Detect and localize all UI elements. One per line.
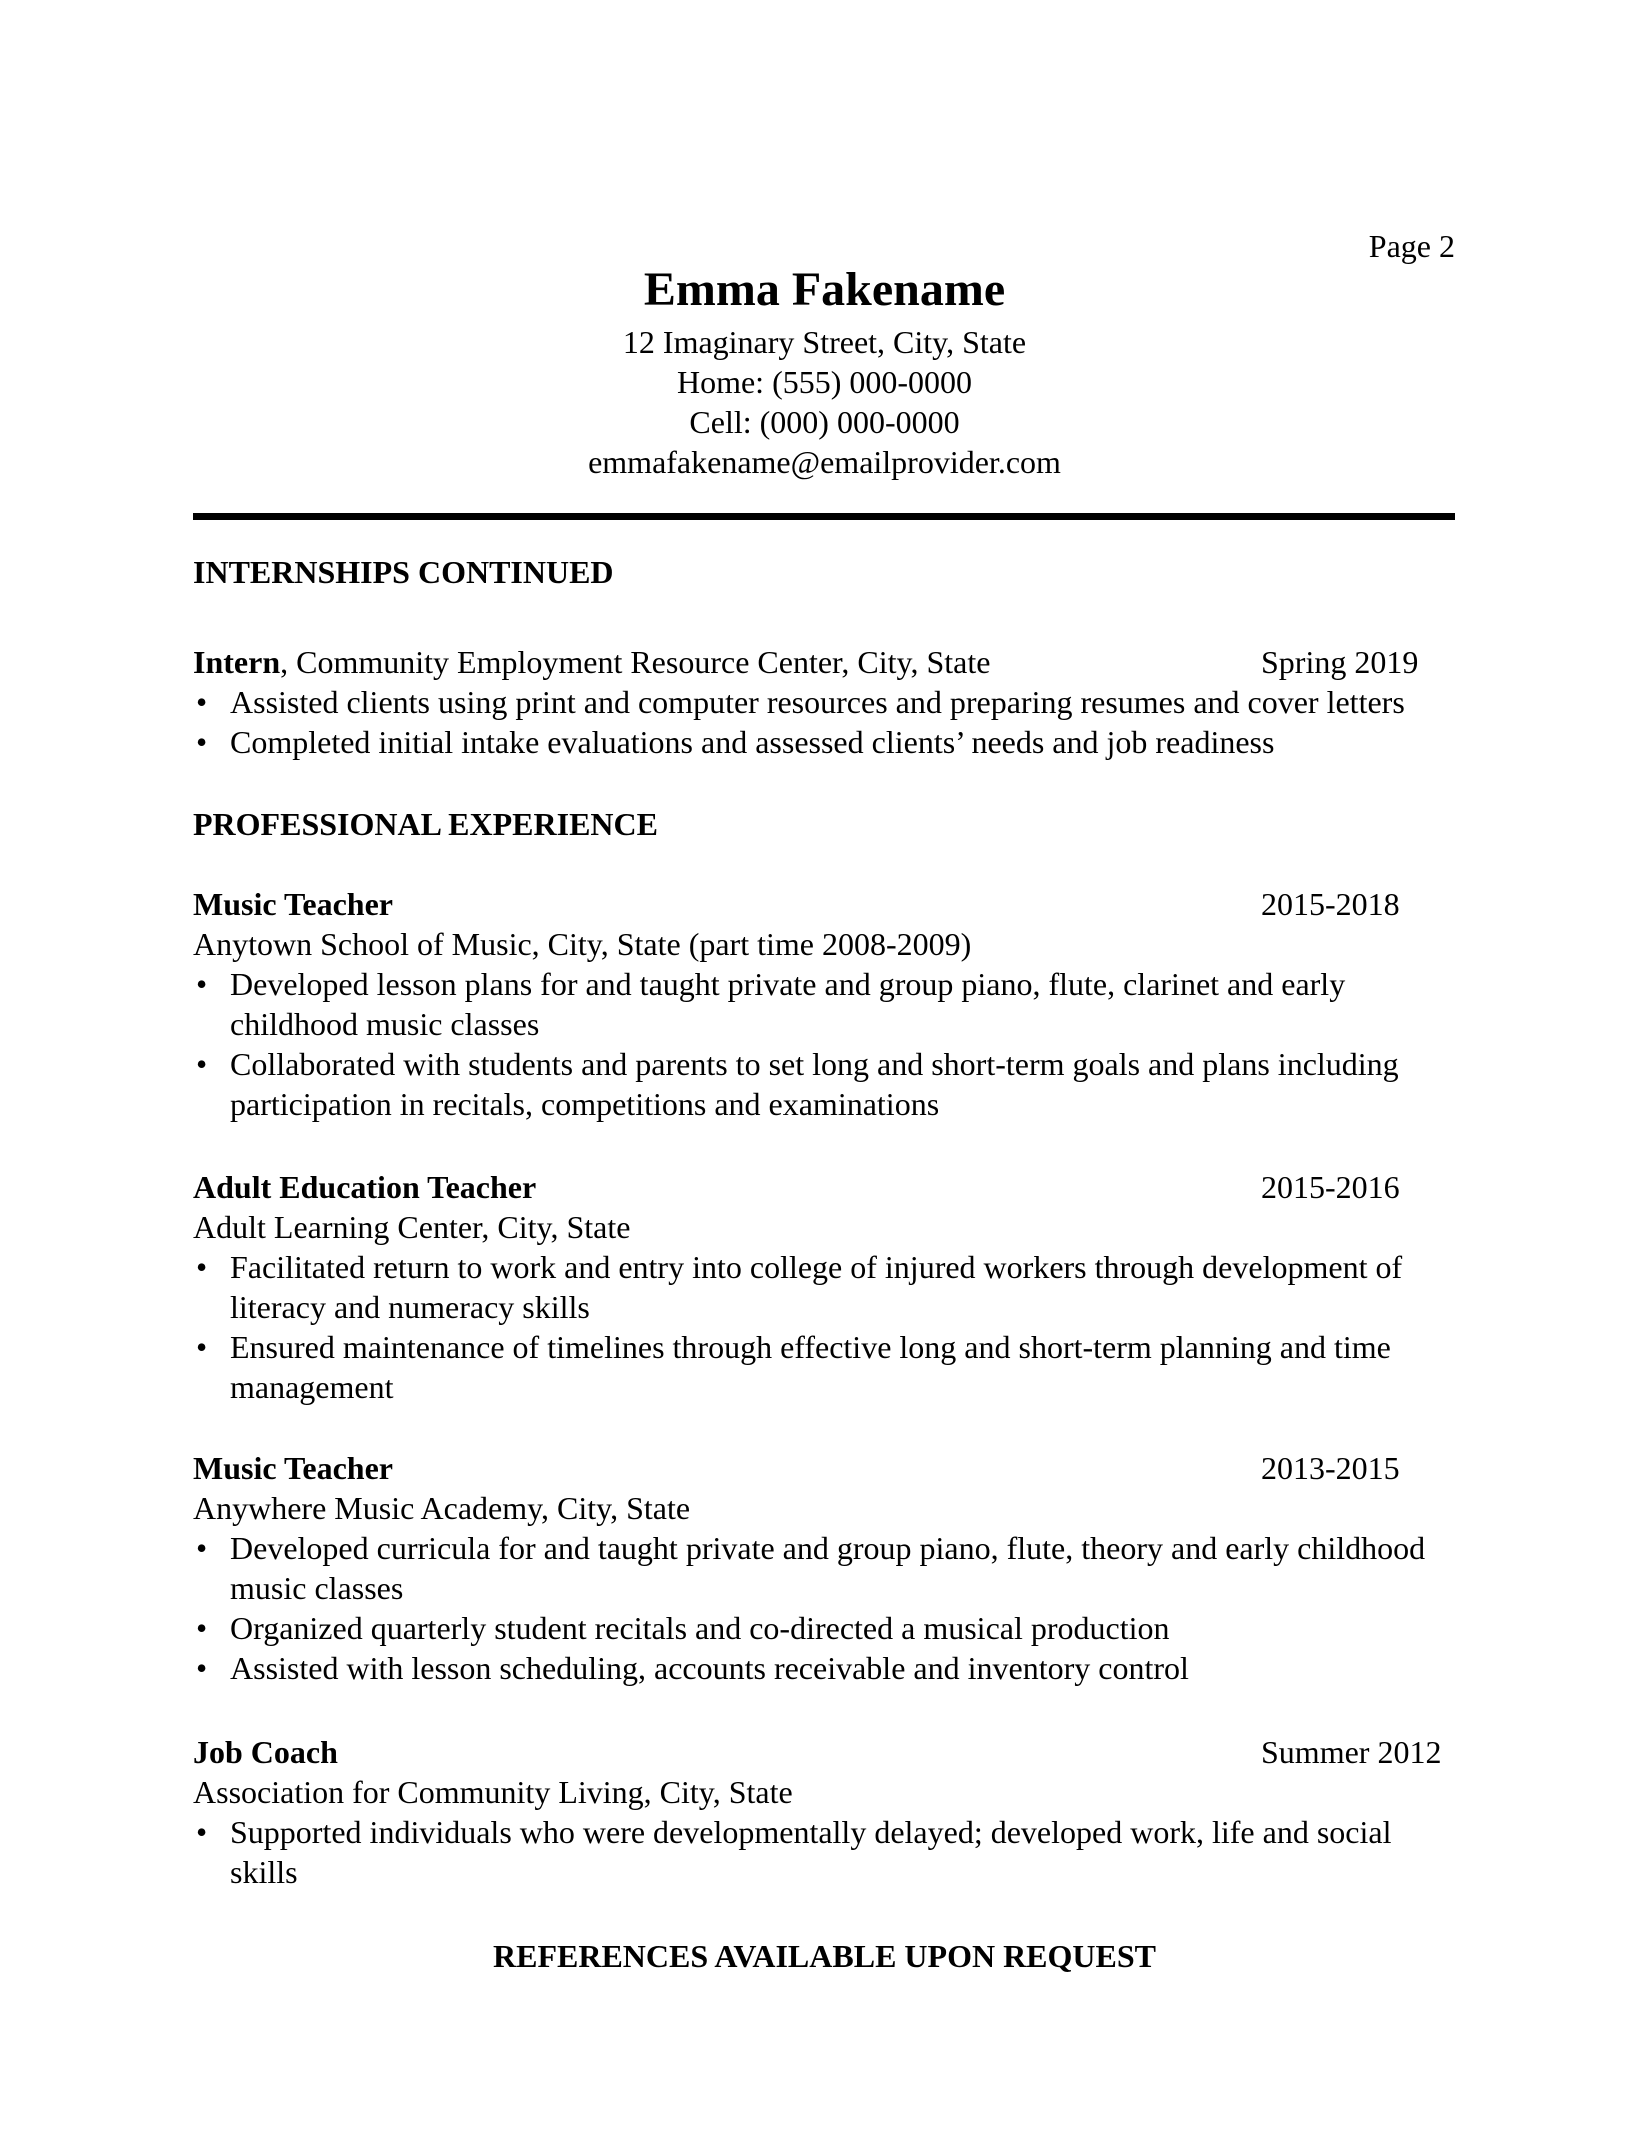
date-range: 2013-2015	[1261, 1450, 1400, 1486]
page-number: Page 2	[1368, 228, 1455, 264]
contact-block	[0, 322, 1649, 482]
bullet-item: • Supported individuals who were developmentally delayed; developed work, life and social skills	[196, 1814, 1392, 1890]
bullet-item: • Facilitated return to work and entry into college of injured workers through development of literacy and numeracy skills	[196, 1249, 1403, 1325]
date-range: Spring 2019	[1261, 644, 1419, 680]
bullet-icon: •	[196, 1329, 208, 1365]
bullet-list	[193, 964, 1455, 1124]
organization: Association for Community Living, City, State	[193, 1774, 793, 1810]
date-range: Summer 2012	[1261, 1734, 1442, 1770]
bullet-icon: •	[196, 1249, 208, 1285]
organization: Adult Learning Center, City, State	[193, 1209, 631, 1245]
bullet-item: • Collaborated with students and parents to set long and short-term goals and plans including participation in recitals, competitions and examinations	[196, 1046, 1399, 1122]
job-title: Job Coach	[193, 1734, 338, 1770]
entry-music-teacher-anytown	[193, 884, 1455, 1124]
entry-music-teacher-anywhere	[193, 1448, 1455, 1688]
entry-header	[193, 642, 1455, 682]
bullet-item: • Developed lesson plans for and taught private and group piano, flute, clarinet and early childhood music classes	[196, 966, 1346, 1042]
date-range: 2015-2016	[1261, 1169, 1400, 1205]
entry-header	[193, 1448, 1455, 1488]
references-note: REFERENCES AVAILABLE UPON REQUEST	[493, 1938, 1156, 1974]
cell-phone: Cell: (000) 000-0000	[689, 404, 960, 440]
bullet-list	[193, 682, 1455, 762]
bullet-item: • Assisted with lesson scheduling, accounts receivable and inventory control	[196, 1650, 1189, 1686]
bullet-icon: •	[196, 1046, 208, 1082]
organization: , Community Employment Resource Center, City, State	[280, 644, 991, 680]
bullet-item: • Completed initial intake evaluations and assessed clients’ needs and job readiness	[196, 724, 1275, 760]
section-heading-internships: INTERNSHIPS CONTINUED	[193, 554, 614, 590]
entry-job-coach	[193, 1732, 1455, 1892]
bullet-item: • Ensured maintenance of timelines through effective long and short-term planning and time management	[196, 1329, 1391, 1405]
bullet-icon: •	[196, 1530, 208, 1566]
entry-intern	[193, 642, 1455, 762]
bullet-item: • Organized quarterly student recitals and co-directed a musical production	[196, 1610, 1170, 1646]
bullet-icon: •	[196, 684, 208, 720]
bullet-icon: •	[196, 1610, 208, 1646]
email: emmafakename@emailprovider.com	[588, 444, 1061, 480]
date-range: 2015-2018	[1261, 886, 1400, 922]
bullet-icon: •	[196, 966, 208, 1002]
section-heading-professional-experience: PROFESSIONAL EXPERIENCE	[193, 806, 658, 842]
job-title: Intern	[193, 644, 281, 680]
candidate-name: Emma Fakename	[643, 263, 1006, 316]
bullet-item: • Assisted clients using print and computer resources and preparing resumes and cover letters	[196, 684, 1405, 720]
entry-header	[193, 1167, 1455, 1207]
organization: Anywhere Music Academy, City, State	[193, 1490, 691, 1526]
entry-header	[193, 884, 1455, 924]
home-phone: Home: (555) 000-0000	[676, 364, 973, 400]
bullet-icon: •	[196, 724, 208, 760]
bullet-list	[193, 1247, 1455, 1407]
header-divider	[193, 513, 1455, 520]
bullet-list	[193, 1528, 1455, 1688]
organization: Anytown School of Music, City, State (part time 2008-2009)	[193, 926, 972, 962]
bullet-icon: •	[196, 1650, 208, 1686]
bullet-icon: •	[196, 1814, 208, 1850]
bullet-list	[193, 1812, 1455, 1892]
bullet-item: • Developed curricula for and taught private and group piano, flute, theory and early childhood music classes	[196, 1530, 1426, 1606]
job-title: Adult Education Teacher	[193, 1169, 537, 1205]
entry-adult-education-teacher	[193, 1167, 1455, 1407]
address: 12 Imaginary Street, City, State	[622, 324, 1027, 360]
job-title: Music Teacher	[193, 1450, 393, 1486]
entry-header	[193, 1732, 1455, 1772]
job-title: Music Teacher	[193, 886, 393, 922]
